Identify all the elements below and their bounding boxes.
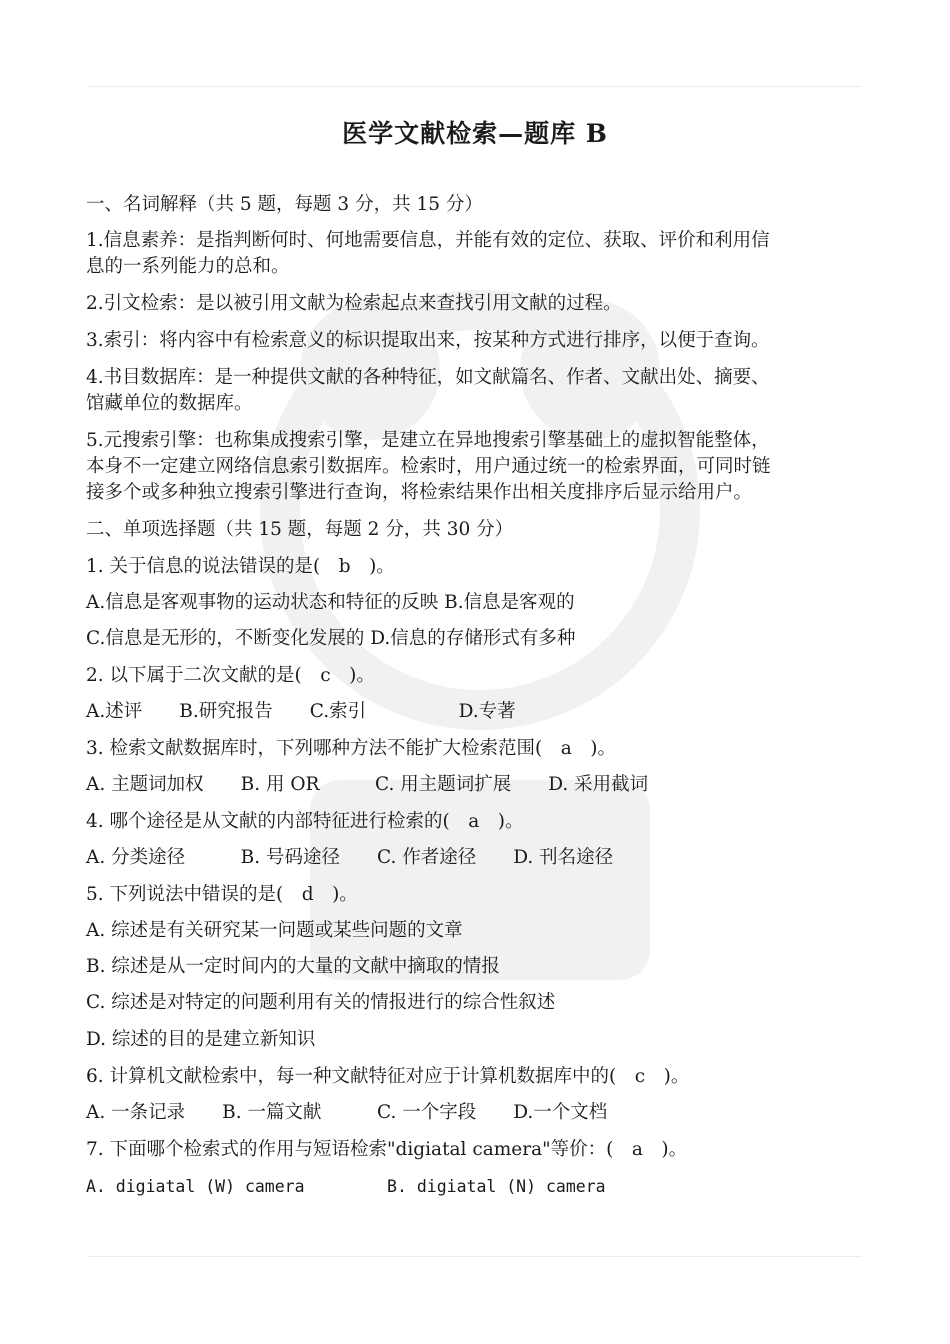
question-stem: 2. 以下属于二次文献的是( c )。 bbox=[86, 665, 375, 686]
question-options: A. 综述是有关研究某一问题或某些问题的文章 bbox=[86, 920, 463, 941]
question-options: C. 综述是对特定的问题利用有关的情报进行的综合性叙述 bbox=[86, 992, 556, 1013]
definition-line: 本身不一定建立网络信息索引数据库。检索时，用户通过统一的检索界面，可同时链 bbox=[86, 456, 771, 477]
question-options: B. 综述是从一定时间内的大量的文献中摘取的情报 bbox=[86, 956, 500, 977]
question-stem: 4. 哪个途径是从文献的内部特征进行检索的( a )。 bbox=[86, 811, 524, 832]
definition-line: 1.信息素养：是指判断何时、何地需要信息，并能有效的定位、获取、评价和利用信 bbox=[86, 230, 770, 251]
question-options: D. 综述的目的是建立新知识 bbox=[86, 1029, 316, 1050]
question-options: A. 一条记录 B. 一篇文献 C. 一个字段 D.一个文档 bbox=[86, 1102, 608, 1123]
question-options: C.信息是无形的，不断变化发展的 D.信息的存储形式有多种 bbox=[86, 628, 576, 649]
question-stem: 1. 关于信息的说法错误的是( b )。 bbox=[86, 556, 395, 577]
question-options: A.述评 B.研究报告 C.索引 D.专著 bbox=[86, 701, 516, 722]
document-title: 医学文献检索—题库 B bbox=[342, 119, 608, 148]
definition-line: 4.书目数据库：是一种提供文献的各种特征，如文献篇名、作者、文献出处、摘要、 bbox=[86, 367, 770, 388]
definition-line: 接多个或多种独立搜索引擎进行查询，将检索结果作出相关度排序后显示给用户。 bbox=[86, 482, 753, 503]
question-stem: 5. 下列说法中错误的是( d )。 bbox=[86, 884, 358, 905]
definition-line: 息的一系列能力的总和。 bbox=[86, 256, 290, 277]
question-options: A.信息是客观事物的运动状态和特征的反映 B.信息是客观的 bbox=[86, 592, 575, 613]
definition-line: 2.引文检索：是以被引用文献为检索起点来查找引用文献的过程。 bbox=[86, 293, 622, 314]
section-heading: 一、名词解释（共 5 题，每题 3 分，共 15 分） bbox=[86, 194, 483, 215]
definition-line: 5.元搜索引擎：也称集成搜索引擎，是建立在异地搜索引擎基础上的虚拟智能整体， bbox=[86, 430, 770, 451]
definition-line: 3.索引：将内容中有检索意义的标识提取出来，按某种方式进行排序，以便于查询。 bbox=[86, 330, 770, 351]
top-divider bbox=[88, 86, 862, 87]
section-heading: 二、单项选择题（共 15 题，每题 2 分，共 30 分） bbox=[86, 519, 514, 540]
bottom-divider bbox=[88, 1256, 862, 1257]
question-stem: 7. 下面哪个检索式的作用与短语检索"digiatal camera"等价：( a )。 bbox=[86, 1139, 688, 1160]
question-options: A. digiatal (W) camera B. digiatal (N) camera bbox=[86, 1177, 606, 1196]
question-options: A. 主题词加权 B. 用 OR C. 用主题词扩展 D. 采用截词 bbox=[86, 774, 649, 795]
question-options: A. 分类途径 B. 号码途径 C. 作者途径 D. 刊名途径 bbox=[86, 847, 614, 868]
question-stem: 3. 检索文献数据库时，下列哪种方法不能扩大检索范围( a )。 bbox=[86, 738, 616, 759]
question-stem: 6. 计算机文献检索中，每一种文献特征对应于计算机数据库中的( c )。 bbox=[86, 1066, 690, 1087]
definition-line: 馆藏单位的数据库。 bbox=[86, 393, 253, 414]
